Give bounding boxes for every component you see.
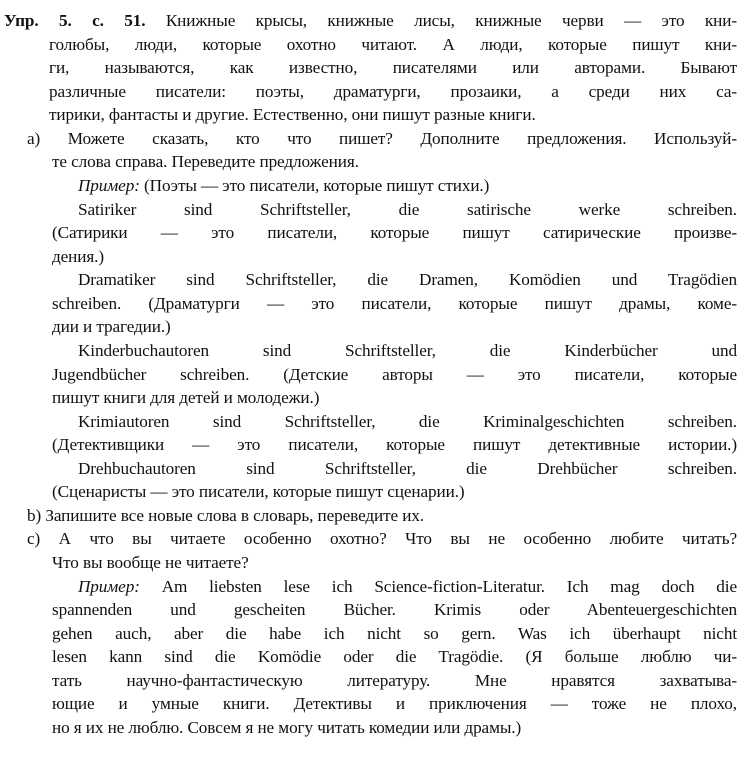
example-line: тать научно-фантастическую литературу. Мне нравятся захватыва- <box>52 671 737 690</box>
answer-line: (Детективщики — это писатели, которые пишут детективные истории.) <box>52 435 737 454</box>
answer-line: дии и трагедии.) <box>52 317 171 336</box>
task-b-text: Запишите все новые слова в словарь, переведите их. <box>45 506 425 525</box>
answer-line: Jugendbücher schreiben. (Детские авторы — это писатели, которые <box>52 365 737 384</box>
example-label: Пример: <box>78 577 140 596</box>
task-a-line <box>27 127 737 150</box>
answer-line: (Сатирики — это писатели, которые пишут сатирические произве- <box>52 223 737 242</box>
example-line: gehen auch, aber die habe ich nicht so gern. Was ich überhaupt nicht <box>52 624 737 643</box>
answer-line: Drehbuchautoren sind Schriftsteller, die Drehbücher schreiben. <box>78 459 737 478</box>
exercise-heading: Упр. 5. с. 51. <box>4 11 146 30</box>
exercise-first-line <box>4 9 737 32</box>
answer-line: (Сценаристы — это писатели, которые пишут сценарии.) <box>52 482 465 501</box>
intro-line: Книжные крысы, книжные лисы, книжные черви — это кни- <box>165 11 737 30</box>
answer-line: Dramatiker sind Schriftsteller, die Dramen, Komödien und Tragödien <box>78 270 737 289</box>
task-a-example <box>78 174 489 197</box>
task-c-line <box>27 527 737 550</box>
task-a-text: Можете сказать, кто что пишет? Дополните предложения. Используй- <box>67 129 737 148</box>
example-line: ющие и умные книги. Детективы и приключения — тоже не плохо, <box>52 694 737 713</box>
example-line: lesen kann sind die Komödie oder die Tragödie. (Я больше люблю чи- <box>52 647 737 666</box>
answer-line: Krimiautoren sind Schriftsteller, die Kriminalgeschichten schreiben. <box>78 412 737 431</box>
example-label: Пример: <box>78 176 140 195</box>
example-text: (Поэты — это писатели, которые пишут стихи.) <box>144 176 490 195</box>
task-a-line: те слова справа. Переведите предложения. <box>52 152 359 171</box>
task-c-example <box>78 575 737 598</box>
task-b-marker: b) <box>27 506 42 525</box>
intro-line: голюбы, люди, которые охотно читают. А люди, которые пишут кни- <box>49 35 737 54</box>
task-c-line: Что вы вообще не читаете? <box>52 553 249 572</box>
answer-line: дения.) <box>52 247 104 266</box>
task-a-marker: a) <box>27 129 41 148</box>
example-line: spannenden und gescheiten Bücher. Krimis oder Abenteuergeschichten <box>52 600 737 619</box>
intro-line: тирики, фантасты и другие. Естественно, они пишут разные книги. <box>49 105 536 124</box>
answer-line: schreiben. (Драматурги — это писатели, которые пишут драмы, коме- <box>52 294 737 313</box>
example-text: Am liebsten lese ich Science-fiction-Literatur. Ich mag doch die <box>161 577 737 596</box>
task-b-line <box>27 504 424 527</box>
intro-line: различные писатели: поэты, драматурги, прозаики, а среди них са- <box>49 82 737 101</box>
task-c-marker: c) <box>27 529 41 548</box>
intro-line: ги, называются, как известно, писателями или авторами. Бывают <box>49 58 737 77</box>
task-c-text: А что вы читаете особенно охотно? Что вы не особенно любите читать? <box>58 529 737 548</box>
answer-line: пишут книги для детей и молодежи.) <box>52 388 320 407</box>
answer-line: Kinderbuchautoren sind Schriftsteller, die Kinderbücher und <box>78 341 737 360</box>
example-line: но я их не люблю. Совсем я не могу читать комедии или драмы.) <box>52 718 522 737</box>
answer-line: Satiriker sind Schriftsteller, die satirische werke schreiben. <box>78 200 737 219</box>
